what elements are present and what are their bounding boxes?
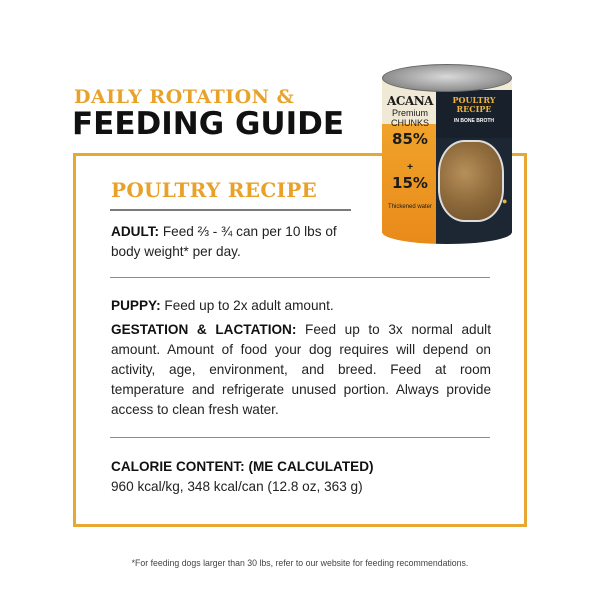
can-recipe-sub: IN BONE BROTH — [454, 118, 494, 124]
puppy-instructions: Feed up to 2x adult amount. — [160, 298, 334, 313]
calorie-content — [111, 457, 501, 497]
section-divider — [110, 277, 490, 278]
calorie-label: CALORIE CONTENT: (ME CALCULATED) — [111, 459, 374, 474]
header-title-line1: DAILY ROTATION & — [74, 86, 295, 108]
can-product-line: Premium CHUNKS — [390, 108, 429, 128]
dog-icon: ● — [502, 196, 508, 206]
can-brand-logo: ACANA — [387, 94, 433, 108]
header-title-line2: FEEDING GUIDE — [72, 106, 345, 142]
gestation-label: GESTATION & LACTATION: — [111, 322, 297, 337]
can-pct-animal: 85% — [392, 130, 428, 148]
product-can-image — [378, 64, 516, 254]
can-recipe-text: POULTRY RECIPE — [452, 95, 496, 114]
gestation-feeding-text — [111, 320, 491, 420]
section-divider — [110, 437, 490, 438]
puppy-feeding-text — [111, 296, 501, 316]
adult-label: ADULT: — [111, 224, 160, 239]
puppy-label: PUPPY: — [111, 298, 161, 313]
adult-feeding-text — [111, 222, 361, 262]
can-recipe-label — [436, 90, 512, 138]
can-plus: + — [407, 162, 413, 173]
can-body — [382, 76, 512, 244]
gestation-instructions: Feed up to 3x normal adult amount. Amount of food your dog requires will depend on activity, age, environment, and breed. Feed at room temperature and refrigerate unused portion. Always provide access to clean fresh water. — [111, 322, 491, 417]
recipe-title: POULTRY RECIPE — [111, 178, 318, 202]
calorie-values: 960 kcal/kg, 348 kcal/can (12.8 oz, 363 g) — [111, 479, 363, 494]
recipe-title-underline — [110, 209, 351, 211]
can-water-text: Thickened water — [387, 204, 433, 210]
footnote: *For feeding dogs larger than 30 lbs, refer to our website for feeding recommendations. — [131, 558, 469, 569]
food-chunks-image — [438, 140, 504, 222]
can-pct-other: 15% — [392, 174, 428, 192]
adult-instructions: Feed ⅔ - ¾ can per 10 lbs of body weight* per day. — [111, 224, 337, 259]
can-lid — [382, 64, 512, 92]
